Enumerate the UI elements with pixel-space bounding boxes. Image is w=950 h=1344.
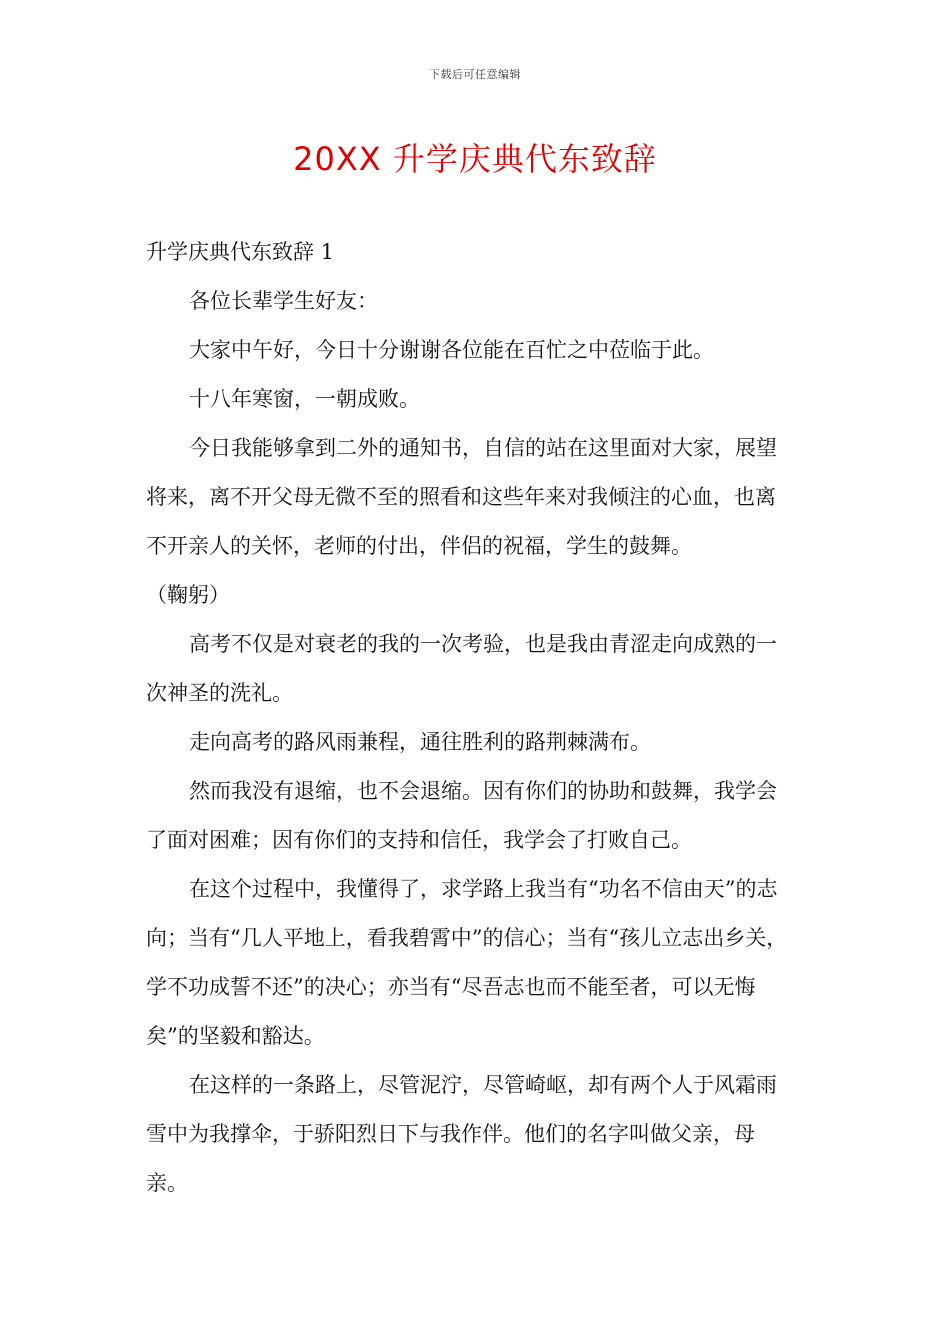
- header-note: 下载后可任意编辑: [429, 68, 521, 81]
- paragraph: 走向高考的路风雨兼程，通往胜利的路荆棘满布。: [189, 730, 651, 754]
- paragraph: 在这个过程中，我懂得了，求学路上我当有“功名不信由天”的志向；当有“几人平地上，看我碧霄中”的信心；当有“孩儿立志出乡关，学不功成誓不还”的决心；亦当有“尽吾志也而不能至者，可以无悔矣”的坚毅和豁达。: [146, 877, 788, 1048]
- paragraph: 大家中午好，今日十分谢谢各位能在百忙之中莅临于此。: [189, 338, 714, 362]
- document-title: 20XX 升学庆典代东致辞: [293, 140, 657, 178]
- document-body: [146, 228, 796, 1208]
- paragraph: 高考不仅是对衰老的我的一次考验，也是我由青涩走向成熟的一次神圣的洗礼。: [146, 632, 777, 705]
- section-heading: 升学庆典代东致辞 1: [146, 240, 335, 264]
- paragraph: 十八年寒窗，一朝成败。: [189, 387, 420, 411]
- paragraph: 然而我没有退缩，也不会退缩。因有你们的协助和鼓舞，我学会了面对困难；因有你们的支持和信任，我学会了打败自己。: [146, 779, 777, 852]
- paragraph: 今日我能够拿到二外的通知书，自信的站在这里面对大家，展望将来，离不开父母无微不至的照看和这些年来对我倾注的心血，也离不开亲人的关怀，老师的付出，伴侣的祝福，学生的鼓舞。: [146, 436, 777, 558]
- paragraph-greeting: 各位长辈学生好友：: [189, 289, 378, 313]
- paragraph-bow: （鞠躬）: [146, 583, 230, 607]
- paragraph: 在这样的一条路上，尽管泥泞，尽管崎岖，却有两个人于风霜雨雪中为我撑伞，于骄阳烈日下与我作伴。他们的名字叫做父亲，母亲。: [146, 1073, 777, 1195]
